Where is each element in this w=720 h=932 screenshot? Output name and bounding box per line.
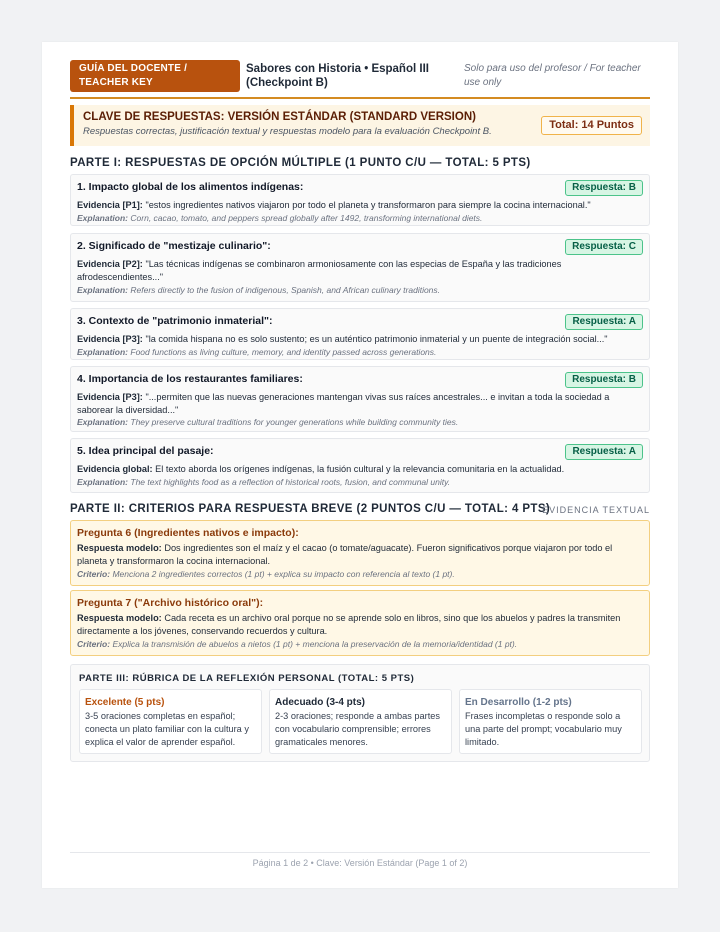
- rubric-level-title: Adecuado (3-4 pts): [275, 697, 366, 708]
- total-points-badge: Total: 14 Puntos: [541, 116, 642, 135]
- document-title: Sabores con Historia • Español III (Checkpoint B): [246, 63, 429, 89]
- evidence-label: Evidencia [P3]:: [77, 334, 143, 344]
- grading-criteria: [77, 568, 643, 580]
- evidence-text: "estos ingredientes nativos viajaron por todo el planeta y transformaron para siempre la cocina internacional.": [145, 200, 591, 210]
- evidence-label: Evidencia [P3]:: [77, 392, 143, 402]
- model-answer: [77, 542, 643, 568]
- answer-badge: Respuesta: A: [565, 444, 643, 460]
- model-answer-label: Respuesta modelo:: [77, 613, 162, 623]
- short-answer-card: [70, 520, 650, 586]
- rubric-level-description: 2-3 oraciones; responde a ambas partes con vocabulario comprensible; errores gramaticales menores.: [275, 711, 440, 747]
- criteria-label: Criterio:: [77, 569, 111, 579]
- short-answer-title: Pregunta 6 (Ingredientes nativos e impacto):: [77, 527, 299, 539]
- footer-divider: [70, 852, 650, 853]
- criteria-text: Explica la transmisión de abuelos a nietos (1 pt) + menciona la preservación de la memoria/identidad (1 pt).: [112, 639, 518, 649]
- evidence-label: Evidencia [P2]:: [77, 259, 143, 269]
- evidence-text: El texto aborda los orígenes indígenas, la fusión cultural y la relevancia comunitaria en la actualidad.: [155, 464, 565, 474]
- model-answer-text: Cada receta es un archivo oral porque no se aprende solo en libros, sino que los abuelos y padres la transmiten directamente a los jóvenes, conservando recuerdos y cultura.: [77, 613, 621, 636]
- header-divider: [70, 97, 650, 99]
- explanation-text: Food functions as living culture, memory, and identity passed across generations.: [130, 347, 437, 357]
- explanation-text: They preserve cultural traditions for younger generations while building community ties.: [130, 417, 459, 427]
- page-footer: Página 1 de 2 • Clave: Versión Estándar (Page 1 of 2): [252, 858, 468, 868]
- question-explanation: [77, 476, 641, 488]
- question-card: [70, 174, 650, 226]
- evidence-label: Evidencia global:: [77, 464, 153, 474]
- rubric-level-description: 3-5 oraciones completas en español; conecta un plato familiar con la cultura y explica el valor de aprender español.: [85, 711, 249, 747]
- banner-title: CLAVE DE RESPUESTAS: VERSIÓN ESTÁNDAR (STANDARD VERSION): [83, 111, 476, 123]
- rubric-level-title: En Desarrollo (1-2 pts): [465, 697, 572, 708]
- teacher-key-page: [42, 42, 678, 888]
- short-answer-card: [70, 590, 650, 656]
- question-explanation: [77, 284, 641, 296]
- document-header: [70, 60, 650, 98]
- explanation-text: Refers directly to the fusion of indigenous, Spanish, and African culinary traditions.: [130, 285, 441, 295]
- rubric-level-excellent: [79, 689, 262, 754]
- part2-heading: PARTE II: CRITERIOS PARA RESPUESTA BREVE (2 PUNTOS C/U — TOTAL: 4 PTS): [70, 503, 551, 515]
- question-title: 1. Impacto global de los alimentos indígenas:: [77, 181, 304, 193]
- part3-heading: PARTE III: RÚBRICA DE LA REFLEXIÓN PERSONAL (TOTAL: 5 PTS): [79, 673, 415, 684]
- question-evidence: [77, 463, 641, 476]
- explanation-label: Explanation:: [77, 213, 129, 223]
- rubric-level-description: Frases incompletas o responde solo a una parte del prompt; vocabulario muy limitado.: [465, 711, 622, 747]
- answer-badge: Respuesta: C: [565, 239, 643, 255]
- question-card: [70, 438, 650, 493]
- question-title: 4. Importancia de los restaurantes familiares:: [77, 373, 303, 385]
- question-explanation: [77, 212, 641, 224]
- rubric-level-developing: [459, 689, 642, 754]
- explanation-text: Corn, cacao, tomato, and peppers spread globally after 1492, transforming international diets.: [130, 213, 483, 223]
- question-explanation: [77, 346, 641, 358]
- part1-heading: PARTE I: RESPUESTAS DE OPCIÓN MÚLTIPLE (1 PUNTO C/U — TOTAL: 5 PTS): [70, 157, 531, 169]
- question-card: [70, 366, 650, 432]
- evidence-label: Evidencia [P1]:: [77, 200, 143, 210]
- evidence-text: "Las técnicas indígenas se combinaron armoniosamente con las especias de España y las tradiciones afrodescendientes...": [77, 259, 562, 282]
- question-title: 5. Idea principal del pasaje:: [77, 445, 214, 457]
- explanation-label: Explanation:: [77, 285, 129, 295]
- rubric-level-adequate: [269, 689, 452, 754]
- answer-badge: Respuesta: B: [565, 180, 643, 196]
- answer-key-banner: [70, 105, 650, 146]
- model-answer: [77, 612, 643, 638]
- question-evidence: [77, 391, 641, 417]
- criteria-label: Criterio:: [77, 639, 111, 649]
- evidence-text: "la comida hispana no es solo sustento; es un auténtico patrimonio inmaterial y un puente de integración social...": [145, 334, 608, 344]
- textual-evidence-tag: EVIDENCIA TEXTUAL: [542, 505, 650, 515]
- rubric-level-title: Excelente (5 pts): [85, 697, 165, 708]
- question-evidence: [77, 199, 641, 212]
- evidence-text: "...permiten que las nuevas generaciones mantengan vivas sus raíces ancestrales... e invitan a toda la sociedad a saborear la diversidad...": [77, 392, 610, 415]
- teacher-only-note: Solo para uso del profesor / For teacher use only: [464, 63, 641, 88]
- question-evidence: [77, 333, 641, 346]
- model-answer-text: Dos ingredientes son el maíz y el cacao (o tomate/aguacate). Fueron significativos porque viajaron por todo el planeta y transformaron la cocina internacional.: [77, 543, 613, 566]
- question-title: 2. Significado de "mestizaje culinario":: [77, 240, 271, 252]
- question-card: [70, 233, 650, 302]
- answer-badge: Respuesta: B: [565, 372, 643, 388]
- question-evidence: [77, 258, 641, 284]
- model-answer-label: Respuesta modelo:: [77, 543, 162, 553]
- question-explanation: [77, 416, 641, 428]
- explanation-label: Explanation:: [77, 477, 129, 487]
- question-card: [70, 308, 650, 360]
- criteria-text: Menciona 2 ingredientes correctos (1 pt) + explica su impacto con referencia al texto (1 pt).: [112, 569, 455, 579]
- banner-subtitle: Respuestas correctas, justificación textual y respuestas modelo para la evaluación Checkpoint B.: [83, 126, 492, 137]
- question-title: 3. Contexto de "patrimonio inmaterial":: [77, 315, 273, 327]
- explanation-label: Explanation:: [77, 417, 129, 427]
- teacher-key-label: GUÍA DEL DOCENTE / TEACHER KEY: [70, 60, 240, 92]
- explanation-label: Explanation:: [77, 347, 129, 357]
- reflection-rubric: [70, 664, 650, 762]
- explanation-text: The text highlights food as a reflection of historical roots, fusion, and communal unity.: [130, 477, 451, 487]
- answer-badge: Respuesta: A: [565, 314, 643, 330]
- grading-criteria: [77, 638, 643, 650]
- short-answer-title: Pregunta 7 ("Archivo histórico oral"):: [77, 597, 264, 609]
